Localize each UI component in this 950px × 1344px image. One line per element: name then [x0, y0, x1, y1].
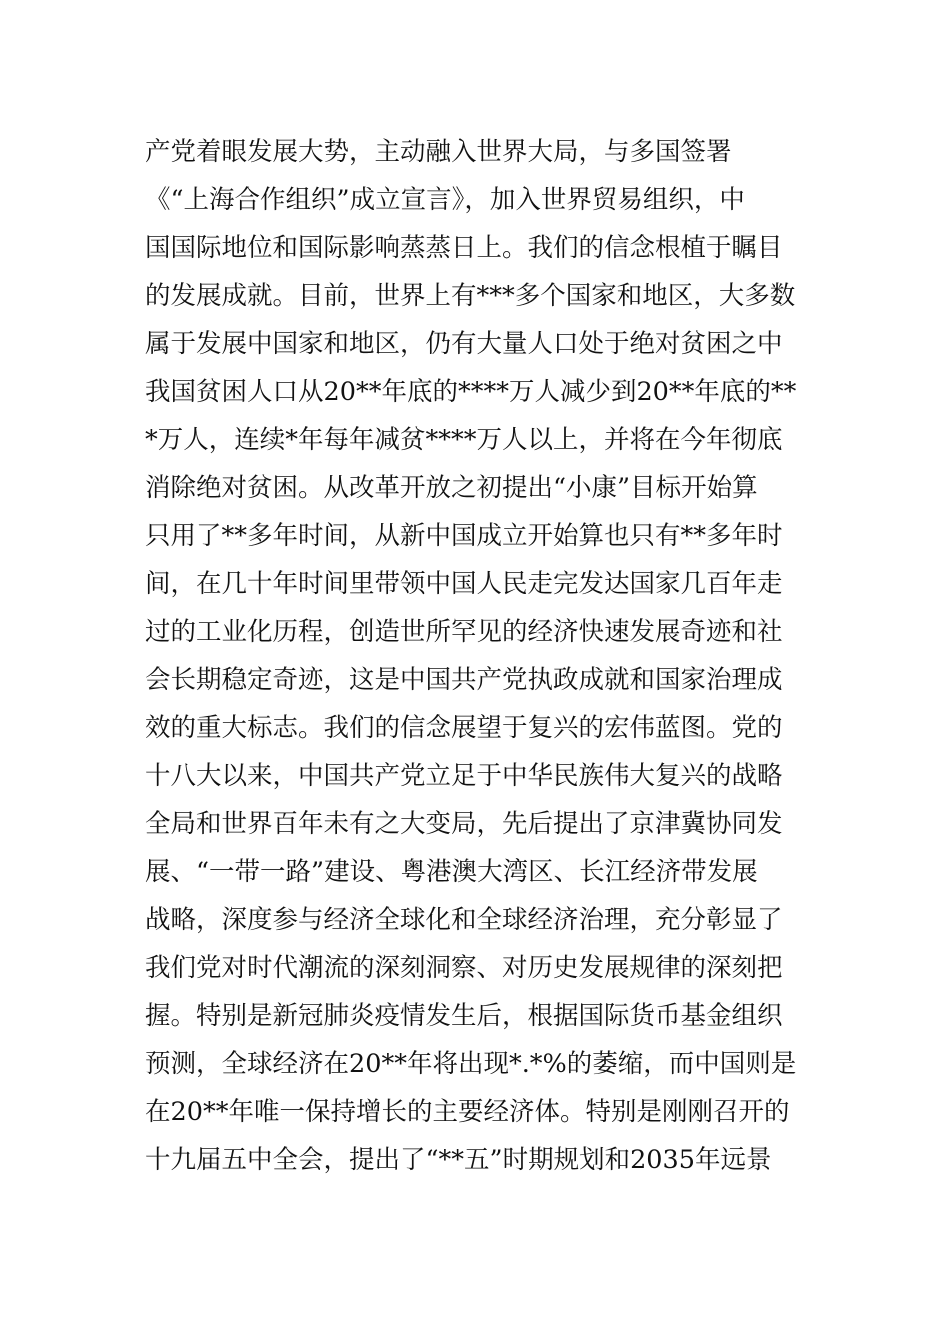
- text-line: 在20**年唯一保持增长的主要经济体。特别是刚刚召开的: [145, 1097, 790, 1127]
- text-line: 战略，深度参与经济全球化和全球经济治理，充分彰显了: [145, 905, 783, 935]
- text-line: 效的重大标志。我们的信念展望于复兴的宏伟蓝图。党的: [145, 713, 783, 743]
- text-line: 只用了**多年时间，从新中国成立开始算也只有**多年时: [145, 521, 783, 551]
- text-line: 过的工业化历程，创造世所罕见的经济快速发展奇迹和社: [145, 617, 783, 647]
- body-paragraph: [145, 128, 825, 1184]
- text-line: 我国贫困人口从20**年底的****万人减少到20**年底的**: [145, 377, 797, 407]
- text-line: 十九届五中全会，提出了“**五”时期规划和2035年远景: [145, 1145, 772, 1175]
- text-line: 握。特别是新冠肺炎疫情发生后，根据国际货币基金组织: [145, 1001, 783, 1031]
- text-line: 预测，全球经济在20**年将出现*.*%的萎缩，而中国则是: [145, 1049, 797, 1079]
- text-line: 产党着眼发展大势，主动融入世界大局，与多国签署: [145, 137, 732, 167]
- text-line: 间，在几十年时间里带领中国人民走完发达国家几百年走: [145, 569, 783, 599]
- text-line: *万人，连续*年每年减贫****万人以上，并将在今年彻底: [145, 425, 783, 455]
- text-line: 属于发展中国家和地区，仍有大量人口处于绝对贫困之中: [145, 329, 783, 359]
- text-line: 《“上海合作组织”成立宣言》，加入世界贸易组织，中: [145, 185, 745, 215]
- text-line: 我们党对时代潮流的深刻洞察、对历史发展规律的深刻把: [145, 953, 783, 983]
- text-line: 全局和世界百年未有之大变局，先后提出了京津冀协同发: [145, 809, 783, 839]
- text-line: 展、“一带一路”建设、粤港澳大湾区、长江经济带发展: [145, 857, 758, 887]
- text-line: 会长期稳定奇迹，这是中国共产党执政成就和国家治理成: [145, 665, 783, 695]
- text-line: 国国际地位和国际影响蒸蒸日上。我们的信念根植于瞩目: [145, 233, 783, 263]
- text-line: 消除绝对贫困。从改革开放之初提出“小康”目标开始算: [145, 473, 758, 503]
- text-line: 的发展成就。目前，世界上有***多个国家和地区，大多数: [145, 281, 796, 311]
- text-line: 十八大以来，中国共产党立足于中华民族伟大复兴的战略: [145, 761, 783, 791]
